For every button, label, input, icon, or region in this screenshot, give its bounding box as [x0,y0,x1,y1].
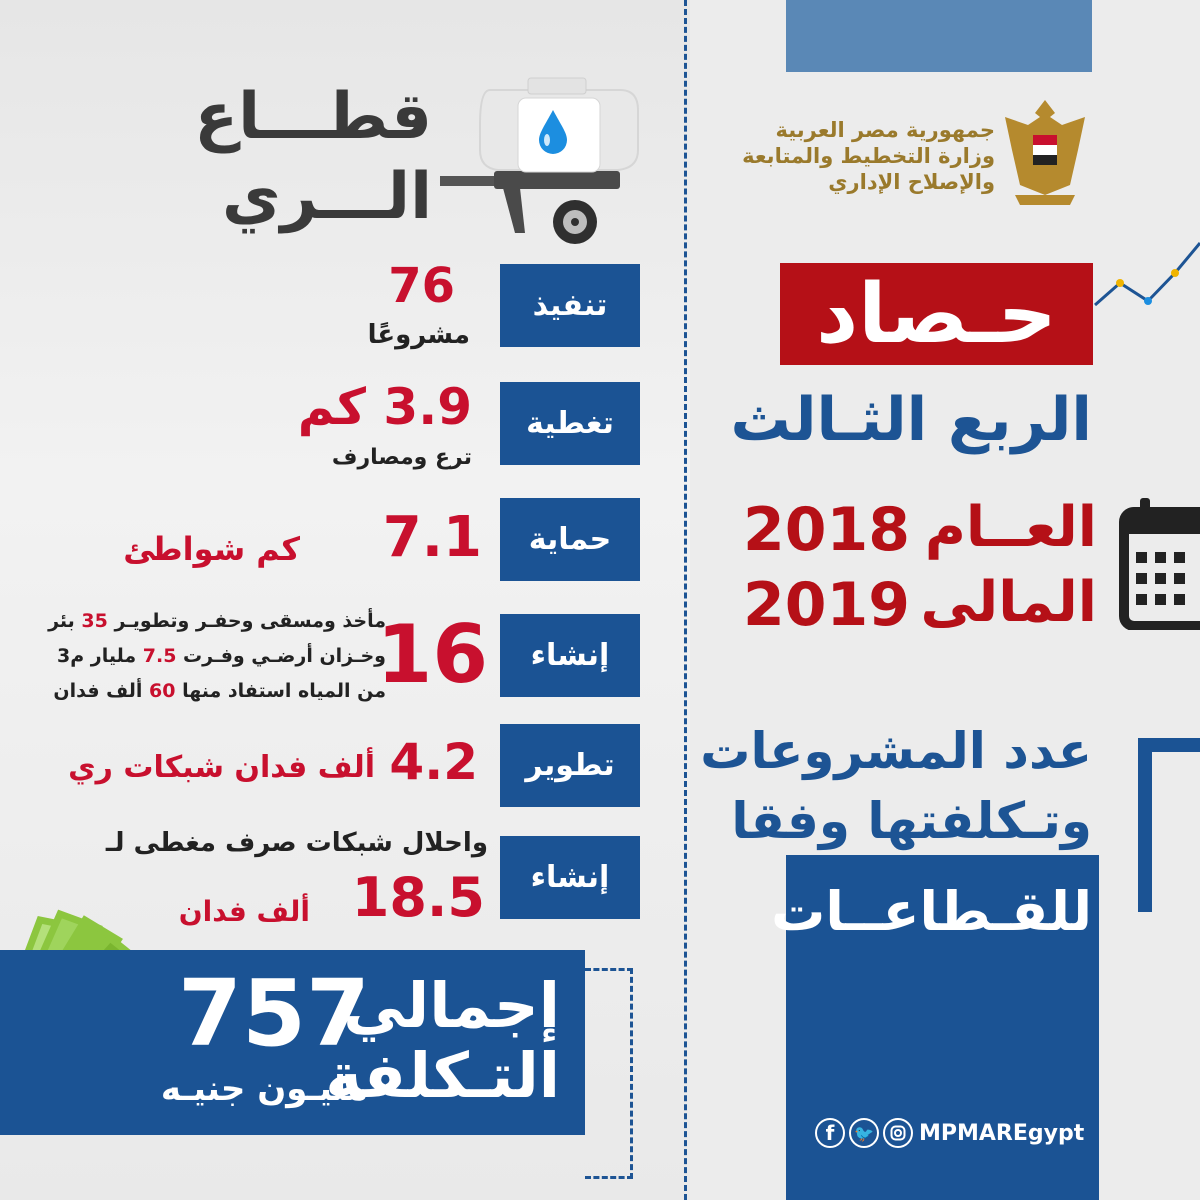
category-badge-construction: إنشاء [500,614,640,697]
category-badge-construction-2: إنشاء [500,836,640,919]
row-development-sub: ألف فدان شبكات ري [68,750,375,785]
total-label-line2: التـكلفة [325,1039,560,1112]
row-drainage-top-text: واحلال شبكات صرف مغطى لـ [105,828,488,858]
total-unit: مليـون جنيـه [160,1069,368,1109]
eagle-emblem-icon [1000,95,1090,210]
row-construction-detail-line3: من المياه استفاد منها 60 ألف فدان [53,680,386,702]
row-construction-detail-line2: وخـزان أرضـي وفـرت 7.5 مليار م3 [57,645,386,667]
category-badge-development: تطوير [500,724,640,807]
category-badge-execution: تنفيذ [500,264,640,347]
instagram-icon[interactable] [883,1118,913,1148]
panel-divider [684,0,687,1200]
projects-caption-line2: وتـكلفتها وفقا [731,792,1092,850]
social-handle[interactable]: MPMAREgypt [919,1120,1085,1146]
category-badge-coverage: تغطية [500,382,640,465]
total-value: 757 [178,960,371,1067]
row-protection-value: 7.1 [382,505,482,570]
row-protection-sub: كم شواطئ [123,530,300,568]
row-execution-sub: مشروعًا [367,320,470,350]
ministry-name-line2: وزارة التخطيط والمتابعة [742,144,995,168]
total-label-line1: إجمالي [343,969,560,1042]
row-drainage-value: 18.5 [351,866,485,929]
row-construction-value: 16 [376,608,488,701]
row-development-value: 4.2 [389,733,478,791]
category-badge-protection: حماية [500,498,640,581]
year-1: 2018 [743,495,910,565]
quarter-label: الربع الثـالث [730,385,1092,455]
trend-line-icon [1090,235,1200,315]
calendar-icon [1118,498,1200,630]
twitter-icon[interactable]: 🐦 [849,1118,879,1148]
ministry-name-line1: جمهورية مصر العربية [775,118,995,142]
row-execution-value: 76 [388,258,455,314]
projects-caption-line1: عدد المشروعات [700,722,1092,780]
row-coverage-sub: ترع ومصارف [331,445,472,470]
caption-bracket-decoration [1138,738,1200,912]
row-construction-detail-line1: مأخذ ومسقى وحفـر وتطويـر 35 بئر [48,610,386,632]
projects-caption-line3: للقـطاعــات [771,880,1092,943]
row-coverage-value: 3.9 كم [297,378,472,436]
row-drainage-sub: ألف فدان [178,895,310,928]
year-label-1: العــام [924,495,1097,560]
sector-title-line2: الـــري [221,160,432,234]
harvest-title-badge: حـصاد [780,263,1093,365]
header-accent-rectangle [786,0,1092,72]
water-tank-cart-icon [440,70,640,250]
social-footer [815,1118,1084,1148]
year-label-2: المالى [920,570,1097,635]
ministry-name-line3: والإصلاح الإداري [828,170,995,194]
sector-title-line1: قطـــاع [194,80,432,154]
total-dashed-frame [585,968,633,1179]
year-2: 2019 [743,570,910,640]
facebook-icon[interactable]: f [815,1118,845,1148]
